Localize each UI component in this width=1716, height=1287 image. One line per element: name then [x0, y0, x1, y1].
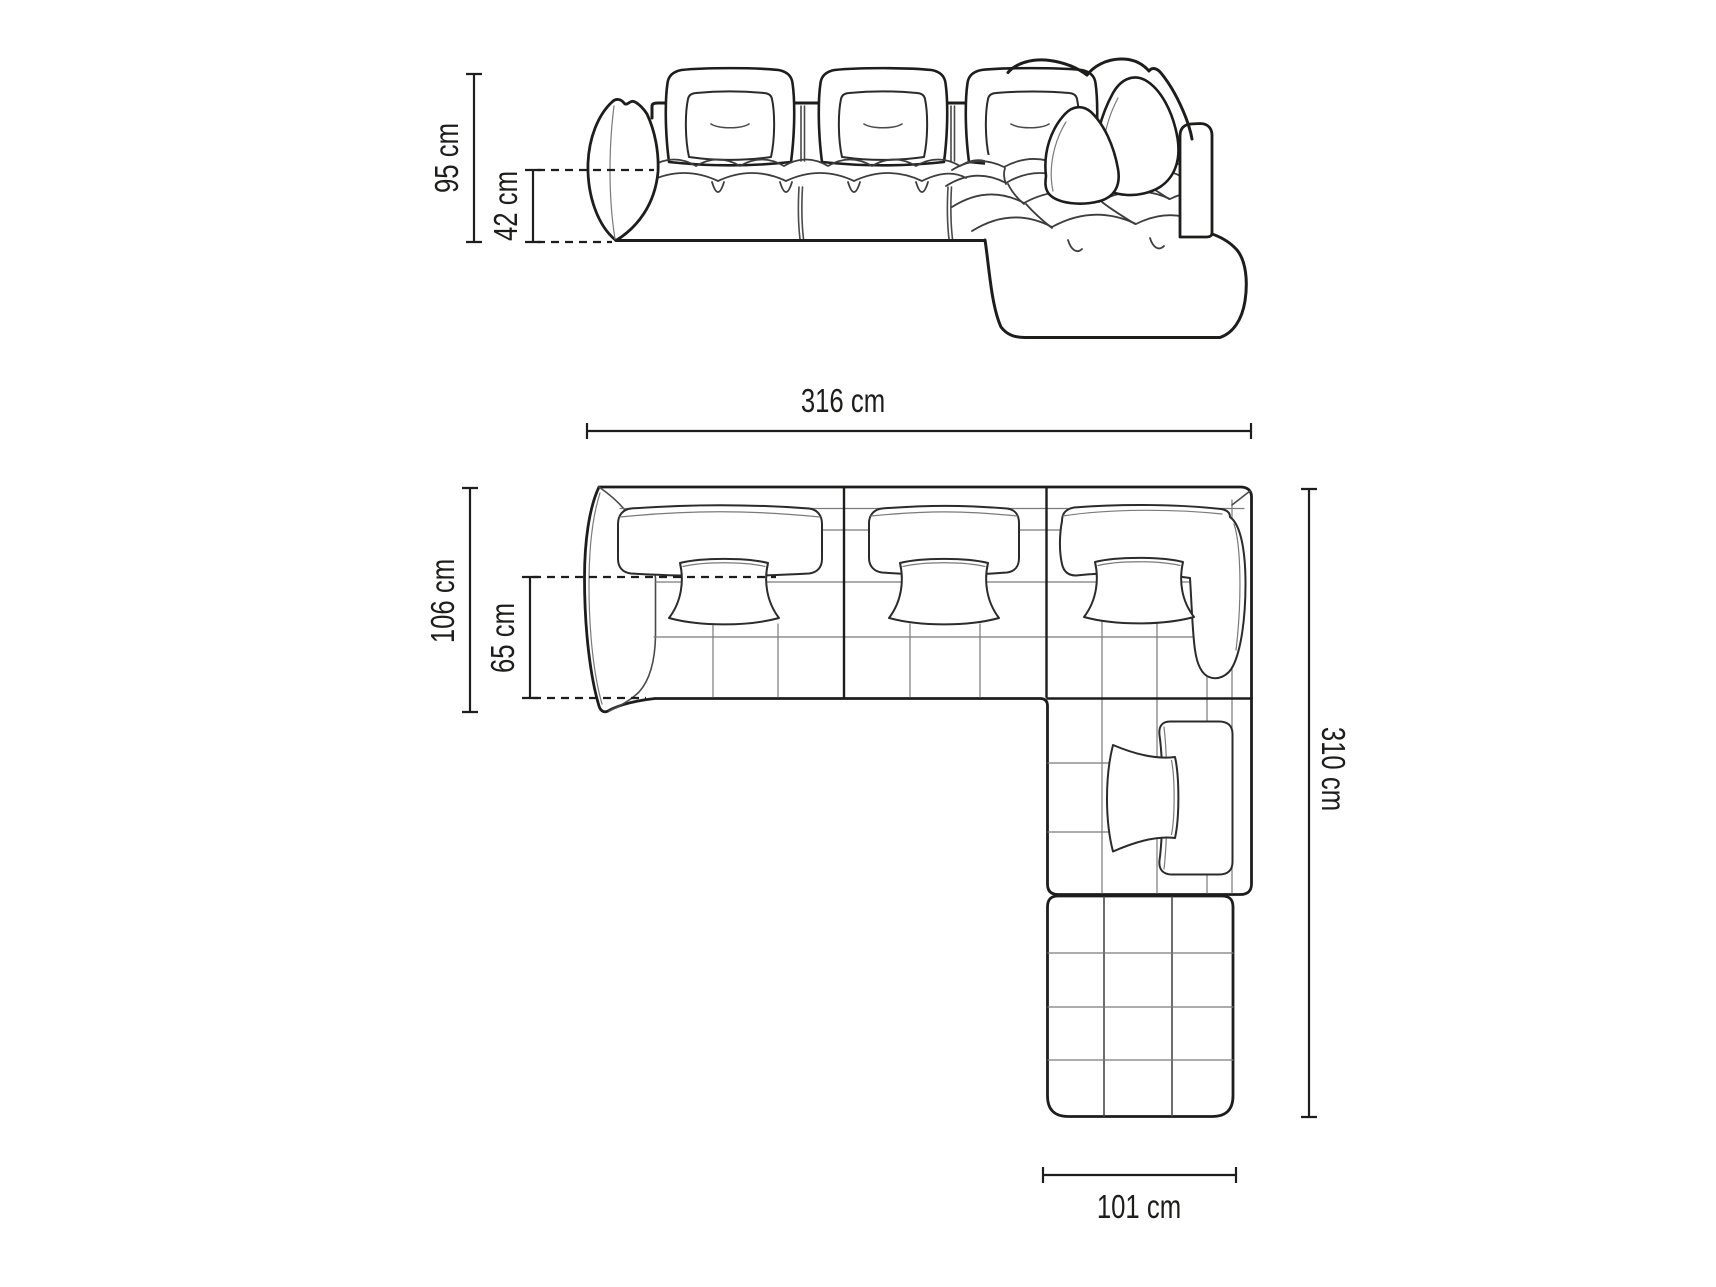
module-divider-seat-1: [798, 187, 803, 239]
dimension-line: [522, 577, 538, 698]
dimension-plan-seat-depth: [485, 577, 538, 698]
plan-roll-pillow-2: [889, 559, 999, 625]
dimension-plan-chaise-width: [1043, 1167, 1236, 1226]
dimension-label: 106 cm: [425, 558, 462, 644]
dimension-label: 310 cm: [1314, 726, 1351, 812]
dimension-front-total-height: [429, 74, 482, 242]
dimension-label: 101 cm: [1096, 1189, 1182, 1226]
plan-side-roll-pillow: [1107, 745, 1178, 852]
dimension-plan-total-length: [1301, 489, 1351, 1117]
dimension-line: [1043, 1167, 1236, 1183]
dimension-line: [587, 423, 1251, 439]
dimension-label: 95 cm: [429, 122, 466, 194]
front-elevation-view: [588, 59, 1246, 338]
back-pillow-1: [686, 92, 774, 161]
top-plan-view: [585, 487, 1252, 1117]
dimension-label: 316 cm: [800, 383, 886, 420]
dimension-front-seat-height: [488, 170, 541, 242]
dimension-line: [462, 488, 478, 712]
plan-roll-pillow-3: [1084, 558, 1194, 624]
dimension-line: [525, 170, 541, 242]
module-divider-seat-2: [947, 187, 952, 239]
dimension-plan-total-depth: [425, 488, 478, 712]
dimension-label: 65 cm: [485, 602, 522, 674]
plan-chaise-module: [1048, 896, 1234, 1117]
dimension-plan-total-width: [587, 383, 1251, 439]
module-divider-back-2: [951, 106, 955, 161]
dimension-label: 42 cm: [488, 170, 525, 242]
back-pillow-2: [839, 92, 927, 161]
module-divider-back-1: [801, 106, 805, 161]
right-arm: [1180, 124, 1212, 238]
plan-roll-pillow-1: [669, 559, 779, 625]
dimension-line: [466, 74, 482, 242]
